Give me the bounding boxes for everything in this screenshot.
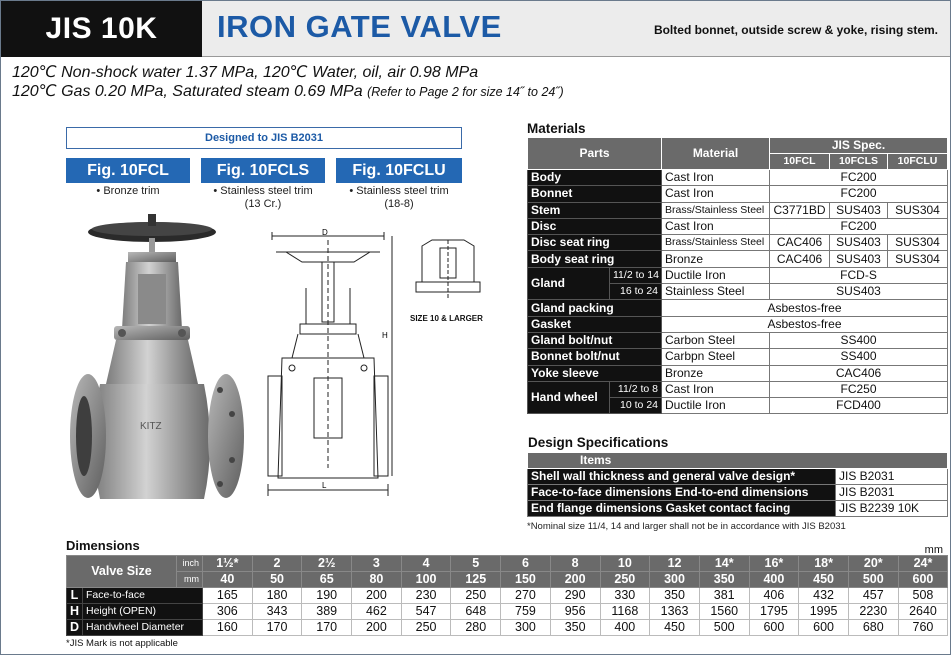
page-title: IRON GATE VALVE xyxy=(217,9,502,44)
dimension-value: 1168 xyxy=(600,604,650,620)
col-jis-spec: JIS Spec. xyxy=(770,138,948,154)
size-inch-cell: 4 xyxy=(401,556,451,572)
dimension-label: Face-to-face xyxy=(83,588,203,604)
dimension-value: 760 xyxy=(898,620,948,636)
table-row xyxy=(528,251,948,267)
part-name: Yoke sleeve xyxy=(528,365,662,381)
part-name: Bonnet bolt/nut xyxy=(528,349,662,365)
material-cell: Bronze xyxy=(662,365,770,381)
dimensions-title: Dimensions xyxy=(66,538,140,553)
spec-cell: CAC406 xyxy=(770,251,830,267)
materials-title: Materials xyxy=(527,121,586,136)
dimension-label-h: H xyxy=(382,331,388,340)
spec-cell: FC200 xyxy=(770,186,948,202)
table-row xyxy=(67,588,948,604)
col-material: Material xyxy=(662,138,770,170)
dimensions-footnote: *JIS Mark is not applicable xyxy=(66,638,178,649)
fig-10fcls-note-2: (13 Cr.) xyxy=(244,198,282,210)
size-mm-cell: 400 xyxy=(749,572,799,588)
dimension-value: 2230 xyxy=(848,604,898,620)
material-cell: Carbon Steel xyxy=(662,332,770,348)
size-mm-cell: 150 xyxy=(501,572,551,588)
spec-cell: FCD400 xyxy=(770,398,948,414)
dimension-value: 759 xyxy=(501,604,551,620)
spec-cell: CAC406 xyxy=(770,235,830,251)
table-row xyxy=(67,620,948,636)
design-specs-table xyxy=(527,452,948,517)
size-mm-cell: 350 xyxy=(699,572,749,588)
table-row xyxy=(528,235,948,251)
size-mm-cell: 450 xyxy=(799,572,849,588)
size-range: 10 to 24 xyxy=(610,398,662,414)
spec-cell: SUS403 xyxy=(830,235,888,251)
dimension-value: 2640 xyxy=(898,604,948,620)
spec-cell: FCD-S xyxy=(770,267,948,283)
size-range: 11/2 to 14 xyxy=(610,267,662,283)
material-cell: Ductile Iron xyxy=(662,398,770,414)
dimension-value: 200 xyxy=(352,620,402,636)
size-mm-cell: 500 xyxy=(848,572,898,588)
designed-to-box: Designed to JIS B2031 xyxy=(66,127,462,149)
dimension-value: 180 xyxy=(252,588,302,604)
size-mm-cell: 300 xyxy=(650,572,700,588)
size-range: 16 to 24 xyxy=(610,284,662,300)
materials-table xyxy=(527,137,948,414)
table-row xyxy=(67,556,948,572)
fig-10fcl-note xyxy=(66,185,190,198)
spec-cell: Asbestos-free xyxy=(662,316,948,332)
spec-cell: SUS403 xyxy=(830,251,888,267)
material-cell: Ductile Iron xyxy=(662,267,770,283)
table-row xyxy=(528,316,948,332)
material-cell: Cast Iron xyxy=(662,381,770,397)
dimension-value: 508 xyxy=(898,588,948,604)
dimension-value: 330 xyxy=(600,588,650,604)
spec-cell: SS400 xyxy=(770,332,948,348)
table-row xyxy=(528,186,948,202)
size-inch-cell: 2½ xyxy=(302,556,352,572)
size-inch-cell: 8 xyxy=(550,556,600,572)
spec-item: Shell wall thickness and general valve design* xyxy=(528,469,836,485)
spec-cell: SUS304 xyxy=(888,251,948,267)
size-inch-cell: 5 xyxy=(451,556,501,572)
part-name: Gland packing xyxy=(528,300,662,316)
dimension-value: 600 xyxy=(799,620,849,636)
detail-note: SIZE 10 & LARGER xyxy=(410,314,483,323)
part-name: Gland xyxy=(528,267,610,300)
valve-photo xyxy=(70,214,245,509)
dimension-value: 250 xyxy=(451,588,501,604)
part-name: Body seat ring xyxy=(528,251,662,267)
dimension-key: L xyxy=(67,588,83,604)
material-cell: Carbpn Steel xyxy=(662,349,770,365)
dimension-label: Handwheel Diameter xyxy=(83,620,203,636)
size-mm-cell: 125 xyxy=(451,572,501,588)
design-specs-note: *Nominal size 11/4, 14 and larger shall not be in accordance with JIS B2031 xyxy=(527,521,846,532)
part-name: Disc xyxy=(528,218,662,234)
dimension-value: 1363 xyxy=(650,604,700,620)
valve-size-label: Valve Size xyxy=(67,556,177,588)
size-inch-cell: 18* xyxy=(799,556,849,572)
spec-standard: JIS B2031 xyxy=(836,469,948,485)
spec-cell: SUS304 xyxy=(888,235,948,251)
fig-10fcl-note-1: • Bronze trim xyxy=(96,185,160,197)
spec-cell: SS400 xyxy=(770,349,948,365)
rating-line-2 xyxy=(12,82,564,102)
size-inch-cell: 24* xyxy=(898,556,948,572)
size-inch-cell: 14* xyxy=(699,556,749,572)
size-mm-cell: 40 xyxy=(203,572,253,588)
spec-cell: C3771BD xyxy=(770,202,830,218)
table-row xyxy=(528,218,948,234)
dimension-value: 230 xyxy=(401,588,451,604)
dimension-value: 400 xyxy=(600,620,650,636)
size-inch-cell: 3 xyxy=(352,556,402,572)
material-cell: Stainless Steel xyxy=(662,284,770,300)
col-items: Items xyxy=(528,453,948,469)
dimension-value: 547 xyxy=(401,604,451,620)
valve-drawing xyxy=(262,228,402,504)
dimension-value: 680 xyxy=(848,620,898,636)
col-parts: Parts xyxy=(528,138,662,170)
spec-cell: Asbestos-free xyxy=(662,300,948,316)
dimension-label: Height (OPEN) xyxy=(83,604,203,620)
spec-standard: JIS B2239 10K xyxy=(836,501,948,517)
spec-standard: JIS B2031 xyxy=(836,485,948,501)
col-fig-10fclu: 10FCLU xyxy=(888,154,948,170)
fig-10fclu-note-2: (18-8) xyxy=(384,198,414,210)
dimension-value: 406 xyxy=(749,588,799,604)
dimension-value: 306 xyxy=(203,604,253,620)
dimension-value: 462 xyxy=(352,604,402,620)
design-specs-title: Design Specifications xyxy=(528,435,669,450)
dimension-value: 170 xyxy=(252,620,302,636)
dimension-value: 350 xyxy=(650,588,700,604)
part-name: Gasket xyxy=(528,316,662,332)
spec-item: End flange dimensions Gasket contact facing xyxy=(528,501,836,517)
table-row xyxy=(528,170,948,186)
size-inch-cell: 12 xyxy=(650,556,700,572)
table-row xyxy=(528,365,948,381)
table-row xyxy=(528,469,948,485)
dimension-key: H xyxy=(67,604,83,620)
col-fig-10fcls: 10FCLS xyxy=(830,154,888,170)
size-inch-cell: 10 xyxy=(600,556,650,572)
fig-10fclu-note xyxy=(336,185,462,211)
dimension-value: 432 xyxy=(799,588,849,604)
dimension-label-l: L xyxy=(322,481,327,490)
detail-drawing xyxy=(412,238,484,308)
size-mm-cell: 65 xyxy=(302,572,352,588)
spec-cell: SUS304 xyxy=(888,202,948,218)
table-row xyxy=(528,300,948,316)
dimension-value: 1795 xyxy=(749,604,799,620)
part-name: Hand wheel xyxy=(528,381,610,414)
size-inch-cell: 2 xyxy=(252,556,302,572)
dimensions-table xyxy=(66,555,948,636)
header-bar xyxy=(1,1,950,57)
size-mm-cell: 600 xyxy=(898,572,948,588)
fig-10fclu-label: Fig. 10FCLU xyxy=(336,158,462,183)
table-row xyxy=(528,332,948,348)
size-inch-cell: 6 xyxy=(501,556,551,572)
part-name: Disc seat ring xyxy=(528,235,662,251)
spec-cell: FC200 xyxy=(770,170,948,186)
dimension-value: 250 xyxy=(401,620,451,636)
dimension-value: 165 xyxy=(203,588,253,604)
dimension-label-d: D xyxy=(322,228,328,237)
fig-10fcls-note xyxy=(201,185,325,211)
dimension-value: 450 xyxy=(650,620,700,636)
size-mm-cell: 250 xyxy=(600,572,650,588)
photo-logo-mark: KITZ xyxy=(140,421,162,432)
size-mm-cell: 50 xyxy=(252,572,302,588)
fig-10fcls-label: Fig. 10FCLS xyxy=(201,158,325,183)
material-cell: Cast Iron xyxy=(662,186,770,202)
dimension-value: 170 xyxy=(302,620,352,636)
size-inch-cell: 16* xyxy=(749,556,799,572)
size-mm-cell: 200 xyxy=(550,572,600,588)
dimension-value: 160 xyxy=(203,620,253,636)
part-name: Bonnet xyxy=(528,186,662,202)
table-row xyxy=(528,202,948,218)
dimension-value: 1995 xyxy=(799,604,849,620)
dimension-value: 190 xyxy=(302,588,352,604)
spec-item: Face-to-face dimensions End-to-end dimensions xyxy=(528,485,836,501)
spec-cell: FC200 xyxy=(770,218,948,234)
fig-10fcl-label: Fig. 10FCL xyxy=(66,158,190,183)
spec-cell: FC250 xyxy=(770,381,948,397)
dimensions-unit: mm xyxy=(924,544,943,556)
dimension-value: 343 xyxy=(252,604,302,620)
inch-label: inch xyxy=(177,556,203,572)
part-name: Stem xyxy=(528,202,662,218)
table-row xyxy=(67,604,948,620)
dimension-value: 350 xyxy=(550,620,600,636)
fig-10fcls-note-1: • Stainless steel trim xyxy=(213,185,313,197)
dimension-value: 200 xyxy=(352,588,402,604)
standard-code: JIS 10K xyxy=(1,1,202,57)
dimension-value: 381 xyxy=(699,588,749,604)
dimension-value: 956 xyxy=(550,604,600,620)
dimension-value: 457 xyxy=(848,588,898,604)
size-inch-cell: 1½* xyxy=(203,556,253,572)
table-row xyxy=(528,381,948,397)
dimension-value: 270 xyxy=(501,588,551,604)
size-inch-cell: 20* xyxy=(848,556,898,572)
dimension-value: 389 xyxy=(302,604,352,620)
dimension-key: D xyxy=(67,620,83,636)
spec-cell: SUS403 xyxy=(830,202,888,218)
dimension-value: 648 xyxy=(451,604,501,620)
dimension-value: 290 xyxy=(550,588,600,604)
dimension-value: 500 xyxy=(699,620,749,636)
dimension-value: 1560 xyxy=(699,604,749,620)
fig-10fclu-note-1: • Stainless steel trim xyxy=(349,185,449,197)
page-subtitle: Bolted bonnet, outside screw & yoke, rising stem. xyxy=(653,23,938,37)
size-mm-cell: 100 xyxy=(401,572,451,588)
col-fig-10fcl: 10FCL xyxy=(770,154,830,170)
table-row xyxy=(528,349,948,365)
table-row xyxy=(528,501,948,517)
spec-cell: CAC406 xyxy=(770,365,948,381)
material-cell: Bronze xyxy=(662,251,770,267)
material-cell: Cast Iron xyxy=(662,218,770,234)
table-row xyxy=(528,267,948,283)
size-range: 11/2 to 8 xyxy=(610,381,662,397)
rating-line-2-note: (Refer to Page 2 for size 14˝ to 24˝) xyxy=(367,85,564,99)
dimension-value: 600 xyxy=(749,620,799,636)
dimension-value: 280 xyxy=(451,620,501,636)
material-cell: Brass/Stainless Steel xyxy=(662,235,770,251)
table-row xyxy=(528,485,948,501)
part-name: Body xyxy=(528,170,662,186)
material-cell: Brass/Stainless Steel xyxy=(662,202,770,218)
pressure-ratings xyxy=(12,63,564,102)
size-mm-cell: 80 xyxy=(352,572,402,588)
material-cell: Cast Iron xyxy=(662,170,770,186)
mm-label: mm xyxy=(177,572,203,588)
part-name: Gland bolt/nut xyxy=(528,332,662,348)
dimension-value: 300 xyxy=(501,620,551,636)
rating-line-1: 120℃ Non-shock water 1.37 MPa, 120℃ Water, oil, air 0.98 MPa xyxy=(12,64,479,81)
table-row xyxy=(67,572,948,588)
rating-line-2-text: 120℃ Gas 0.20 MPa, Saturated steam 0.69 MPa xyxy=(12,83,363,100)
spec-cell: SUS403 xyxy=(770,284,948,300)
